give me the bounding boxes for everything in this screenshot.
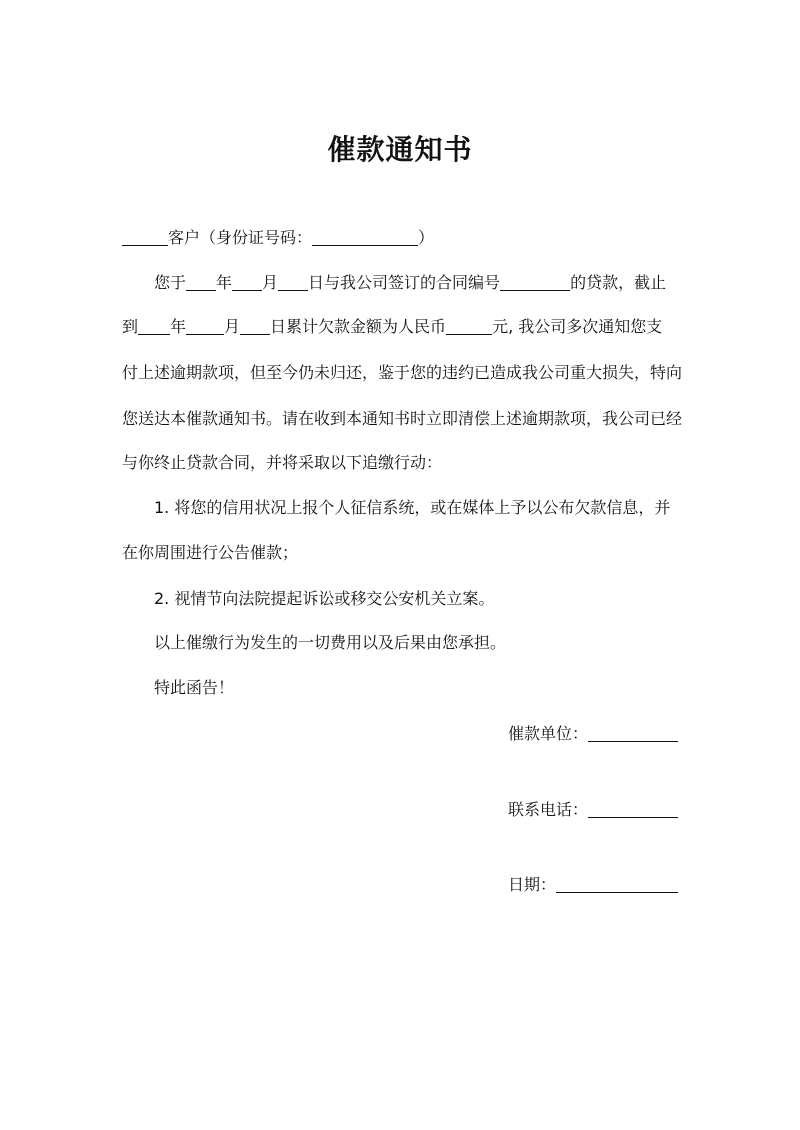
para1-line3: 付上述逾期款项，但至今仍未归还，鉴于您的违约已造成我公司重大损失，特向 — [122, 363, 683, 382]
para1-text: 元, 我公司多次通知您支 — [492, 317, 663, 336]
customer-line-text: 客户（身份证号码： — [168, 228, 313, 247]
para1-line2 — [122, 316, 662, 338]
para1-text: 您于 — [154, 273, 187, 292]
month-blank — [232, 274, 262, 291]
day-blank — [278, 274, 308, 291]
amount-blank — [446, 318, 492, 335]
para1-text: 到 — [122, 317, 139, 336]
year-blank — [138, 318, 170, 335]
customer-line-close: ） — [418, 228, 435, 247]
signature-unit — [508, 723, 678, 745]
contract-number-blank — [500, 274, 570, 291]
para1-text: 月 — [262, 273, 279, 292]
signature-phone — [508, 799, 678, 821]
item1-line1: 1. 将您的信用状况上报个人征信系统，或在媒体上予以公布欠款信息，并 — [154, 498, 671, 517]
para1-line1 — [154, 272, 666, 294]
para1-text: 的贷款，截止 — [570, 273, 667, 292]
para1-line4: 您送达本催款通知书。请在收到本通知书时立即清偿上述逾期款项，我公司已经 — [122, 409, 683, 428]
item1-line2: 在你周围进行公告催款； — [122, 543, 299, 562]
para1-line5: 与你终止贷款合同，并将采取以下追缴行动： — [122, 453, 443, 472]
para1-text: 年 — [216, 273, 233, 292]
month-blank — [186, 318, 224, 335]
para1-text: 日累计欠款金额为人民币 — [270, 317, 447, 336]
para2-line: 以上催缴行为发生的一切费用以及后果由您承担。 — [154, 633, 507, 652]
signature-date — [508, 874, 678, 896]
id-number-blank — [312, 229, 418, 246]
closing-line: 特此函告！ — [154, 678, 235, 697]
item2-line: 2. 视情节向法院提起诉讼或移交公安机关立案。 — [154, 589, 495, 608]
para1-text: 日与我公司签订的合同编号 — [308, 273, 501, 292]
para1-text: 月 — [224, 317, 241, 336]
customer-line — [122, 227, 434, 249]
day-blank — [240, 318, 270, 335]
customer-name-blank — [122, 229, 168, 246]
unit-blank — [588, 725, 678, 742]
date-label: 日期： — [508, 875, 557, 894]
date-blank — [556, 876, 678, 893]
year-blank — [186, 274, 216, 291]
para1-text: 年 — [170, 317, 187, 336]
phone-blank — [588, 801, 678, 818]
phone-label: 联系电话： — [508, 800, 589, 819]
document-title: 催款通知书 — [327, 133, 473, 166]
unit-label: 催款单位： — [508, 724, 589, 743]
